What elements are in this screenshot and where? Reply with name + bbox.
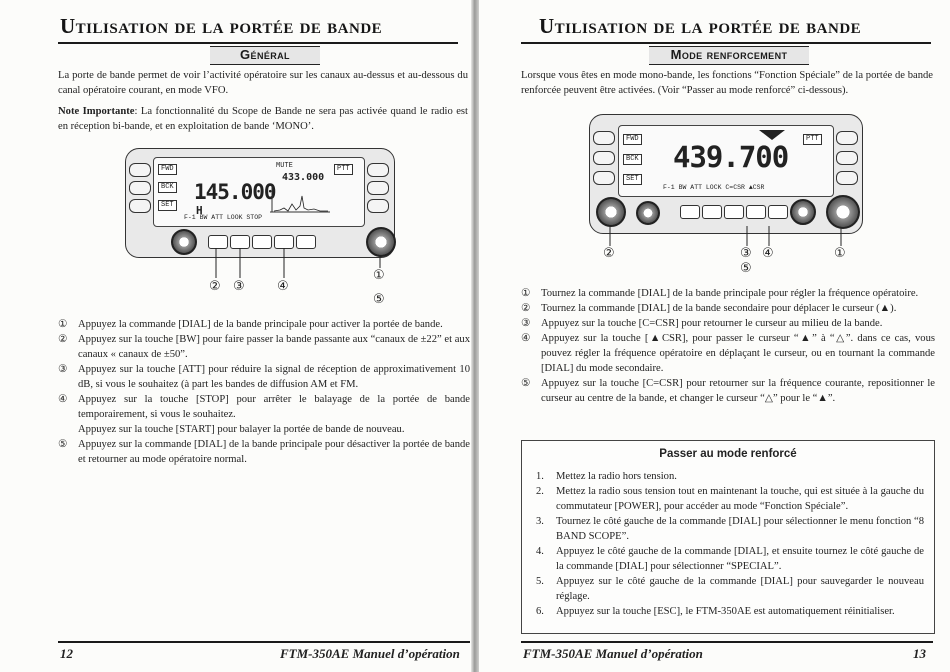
- left-steps-list: [58, 317, 470, 467]
- left-page-number: 12: [60, 646, 73, 661]
- callout-2: ②: [209, 279, 221, 294]
- callout-3: ③: [233, 279, 245, 294]
- callout-5: ⑤: [740, 261, 752, 276]
- list-item: 6. Appuyez sur la touche [ESC], le FTM-350AE est automatiquement réinitialiser.: [536, 606, 895, 617]
- list-item: ③ Appuyez sur la touche [C=CSR] pour retourner le curseur au milieu de la bande.: [521, 318, 883, 329]
- right-page-title: Utilisation de la portée de bande: [539, 14, 862, 38]
- callout-1: ①: [373, 268, 385, 283]
- frequency-main: 439.700: [673, 140, 789, 174]
- list-item: ① Appuyez la commande [DIAL] de la bande principale pour activer la portée de bande.: [58, 319, 443, 330]
- ptt-label: PTT: [334, 164, 353, 175]
- box-title: Passer au mode renforcé: [659, 448, 797, 460]
- list-item: ⑤ Appuyez sur la touche [C=CSR] pour retourner sur la fréquence courante, repositionner le curseur au centre de la bande, et changer le curseur “△” pour le “▲”.: [521, 378, 935, 404]
- right-intro: Lorsque vous êtes en mode mono-bande, les fonctions “Fonction Spéciale” de la portée de bande renforcée peuvent être activées. (Voir “Passer au mode renforcé” ci-dessous).: [521, 70, 933, 96]
- right-steps-list: [521, 286, 935, 406]
- set-label: SET: [158, 200, 177, 211]
- list-item: ① Tournez la commande [DIAL] de la bande principale pour régler la fréquence opératoire.: [521, 288, 919, 299]
- bck-label: BCK: [623, 154, 642, 165]
- right-footer-title: FTM-350AE Manuel d’opération: [523, 646, 703, 661]
- right-page-number: 13: [913, 646, 926, 661]
- left-page: [0, 0, 473, 672]
- callout-4: ④: [762, 246, 774, 261]
- right-subtitle: Mode renforcement: [670, 47, 788, 62]
- right-footer-rule: [521, 641, 933, 643]
- left-footer-rule: [58, 641, 470, 643]
- callout-3: ③: [740, 246, 752, 261]
- display-bottom-bar: F-1 BW ATT LOCK C=CSR ▲CSR: [663, 184, 765, 191]
- frequency-sub: 433.000: [282, 172, 325, 183]
- list-item: 4. Appuyez le côté gauche de la commande [DIAL], et ensuite tournez le côté gauche de la commande [DIAL] pour sélectionner “SPECIAL”.: [536, 546, 924, 572]
- list-item: ④ Appuyez sur la touche [STOP] pour arrêter le balayage de la portée de bande temporairement, si vous le souhaitez.: [58, 394, 470, 420]
- list-item: ④ Appuyez sur la touche [▲CSR], pour passer le curseur “▲” à “△”. dans ce cas, vous pouvez régler la fréquence opératoire en déplaçant le curseur, ou en tournant la commande [DIAL] du mode secondaire.: [521, 333, 935, 374]
- left-page-title: Utilisation de la portée de bande: [60, 14, 383, 38]
- display-bottom-bar: F-1 BW ATT LOOK STOP: [184, 214, 263, 221]
- list-item: ⑤ Appuyez sur la commande [DIAL] de la bande principale pour désactiver la portée de bande et retourner au mode opératoire normal.: [58, 439, 470, 465]
- set-label: SET: [623, 174, 642, 185]
- left-footer-title: FTM-350AE Manuel d’opération: [280, 646, 460, 661]
- callout-4: ④: [277, 279, 289, 294]
- box-steps-list: [536, 469, 924, 619]
- list-item: ③ Appuyez sur la touche [ATT] pour réduire la signal de réception de approximativement 10 dB, si vous le souhaitez (à part les bandes de diffusion AM et FM.: [58, 364, 470, 390]
- list-item: 1. Mettez la radio hors tension.: [536, 471, 677, 482]
- right-page: [477, 0, 950, 672]
- h-indicator: H: [196, 204, 203, 217]
- callout-lines-left: [0, 0, 473, 320]
- left-subtitle: Général: [240, 47, 290, 62]
- list-item: 3. Tournez le côté gauche de la commande [DIAL] pour sélectionner le menu fonction “8 BAND SCOPE”.: [536, 516, 924, 542]
- callout-1: ①: [834, 246, 846, 261]
- bck-label: BCK: [158, 182, 177, 193]
- callout-lines-right: [477, 0, 950, 300]
- enhanced-mode-box: [521, 440, 935, 634]
- fwd-label: FWD: [158, 164, 177, 175]
- callout-2: ②: [603, 246, 615, 261]
- callout-5: ⑤: [373, 292, 385, 307]
- frequency-main: 145.000: [194, 180, 276, 204]
- list-item: Appuyez sur la touche [START] pour balayer la portée de bande de nouveau.: [78, 424, 405, 435]
- list-item: ② Appuyez sur la touche [BW] pour faire passer la bande passante aux “canaux de ±22” et aux canaux « canaux de ±50”.: [58, 334, 470, 360]
- mute-label: MUTE: [276, 162, 293, 170]
- list-item: 2. Mettez la radio sous tension tout en maintenant la touche, qui est située à la gauche du commutateur [POWER], pour accéder au mode “Fonction Spéciale”.: [536, 486, 924, 512]
- note-text: : La fonctionnalité du Scope de Bande ne sera pas activée quand le radio est en réception bi-bande, et en exploitation de bande ‘MONO’.: [58, 106, 468, 132]
- fwd-label: FWD: [623, 134, 642, 145]
- ptt-label: PTT: [803, 134, 822, 145]
- list-item: ② Tournez la commande [DIAL] de la bande secondaire pour déplacer le curseur (▲).: [521, 303, 897, 314]
- note-label: Note Importante: [58, 106, 135, 117]
- list-item: 5. Appuyez sur le côté gauche de la commande [DIAL] pour sauvegarder le nouveau réglage.: [536, 576, 924, 602]
- left-intro: La porte de bande permet de voir l’activité opératoire sur les canaux au-dessus et au-dessous du canal opératoire courant, en mode VFO.: [58, 70, 468, 96]
